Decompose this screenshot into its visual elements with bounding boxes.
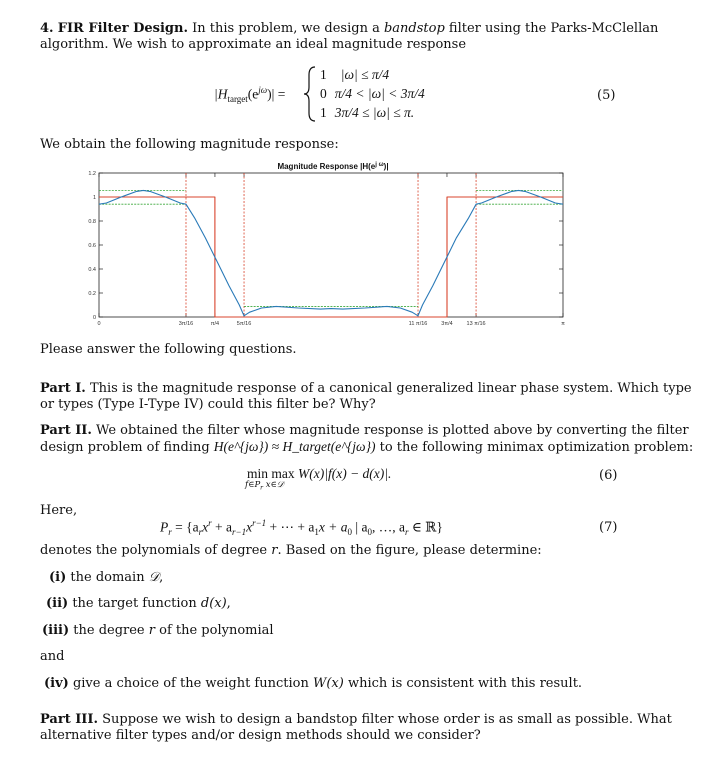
and-text: and — [40, 649, 65, 664]
equation-6-subscripts: $f\in P_r$ x∈𝒟 — [245, 480, 284, 492]
problem-title: FIR Filter Design. — [57, 21, 188, 36]
intro-text-2: filter using the Parks-McClellan — [444, 21, 659, 36]
x-tick-label: π — [561, 321, 565, 327]
problem-number: 4. — [40, 21, 54, 36]
x-tick-label: 13 π/16 — [466, 321, 486, 327]
y-tick-label: 1 — [92, 195, 96, 201]
item-i: (i) the domain 𝒟, — [49, 570, 164, 585]
problem-heading — [40, 21, 658, 37]
x-tick-label: 3π/16 — [178, 321, 194, 327]
y-tick-label: 1.2 — [88, 171, 96, 177]
y-tick-label: 0.4 — [88, 267, 96, 273]
x-tick-label: 11 π/16 — [408, 321, 428, 327]
x-tick-label: 0 — [97, 321, 101, 327]
x-tick-label: 5π/16 — [236, 321, 252, 327]
designed-response-line — [99, 190, 563, 315]
obtain-text: We obtain the following magnitude response: — [40, 137, 339, 152]
questions-intro: Please answer the following questions. — [40, 342, 297, 357]
magnitude-response-chart — [80, 155, 580, 337]
part-1-line-2: or types (Type I-Type IV) could this filter be? Why? — [40, 397, 376, 412]
item-iv: (iv) give a choice of the weight function W(x) which is consistent with this result. — [44, 676, 583, 691]
equation-7-number: (7) — [599, 520, 618, 535]
equation-6-number: (6) — [599, 468, 618, 483]
x-tick-label: π/4 — [210, 321, 220, 327]
equation-7: $P_r = \{a_rx^r + a_{r-1}x^{r-1}$ + ⋯ + $a_1x + a_0$ | $a_0$, …, $a_r$ ∈ ℝ} — [160, 518, 443, 538]
equation-5-case-3: 1 3π/4 ≤ |ω| ≤ π. — [320, 105, 415, 120]
chart-title: Magnitude Response $|H(e^{j \omega})|$ — [277, 162, 389, 171]
y-tick-label: 0.6 — [88, 243, 96, 249]
part-2-line-1: Part II. We obtained the filter whose magnitude response is plotted above by converting the filter — [40, 423, 689, 438]
equation-5-number: (5) — [597, 88, 616, 103]
item-ii: (ii) the target function d(x), — [46, 596, 231, 611]
intro-emphasis: bandstop — [383, 21, 445, 36]
equation-5-brace — [303, 65, 317, 123]
equation-5-case-1: 1 |ω| ≤ π/4 — [320, 67, 390, 82]
ideal-response-line — [99, 197, 563, 317]
equation-5-lhs: $|H_{target}(e^{j\omega})|$ = — [214, 85, 286, 105]
here-text: Here, — [40, 503, 78, 518]
part-2-line-2: design problem of finding H(e^{jω}) ≈ H_target(e^{jω}) to the following minimax optimization problem: — [40, 439, 694, 455]
part-3-line-1: Part III. Suppose we wish to design a bandstop filter whose order is as small as possible. What — [40, 712, 672, 727]
intro-line-2: algorithm. We wish to approximate an ideal magnitude response — [40, 37, 467, 52]
y-tick-label: 0.2 — [88, 291, 96, 297]
y-tick-label: 0 — [92, 315, 96, 321]
intro-text: In this problem, we design a — [188, 21, 384, 36]
part-1-line-1: Part I. This is the magnitude response of a canonical generalized linear phase system. Which type — [40, 381, 692, 396]
part-3-line-2: alternative filter types and/or design methods should we consider? — [40, 728, 481, 743]
plot-frame — [99, 173, 563, 317]
equation-6: min max W(x)|f(x) − d(x)|. — [247, 466, 392, 481]
denotes-text: denotes the polynomials of degree r. Based on the figure, please determine: — [40, 543, 542, 558]
y-tick-label: 0.8 — [88, 219, 96, 225]
item-iii: (iii) the degree r of the polynomial — [42, 623, 274, 638]
equation-5-case-2: 0 π/4 < |ω| < 3π/4 — [320, 86, 425, 101]
x-tick-label: 3π/4 — [441, 321, 453, 327]
